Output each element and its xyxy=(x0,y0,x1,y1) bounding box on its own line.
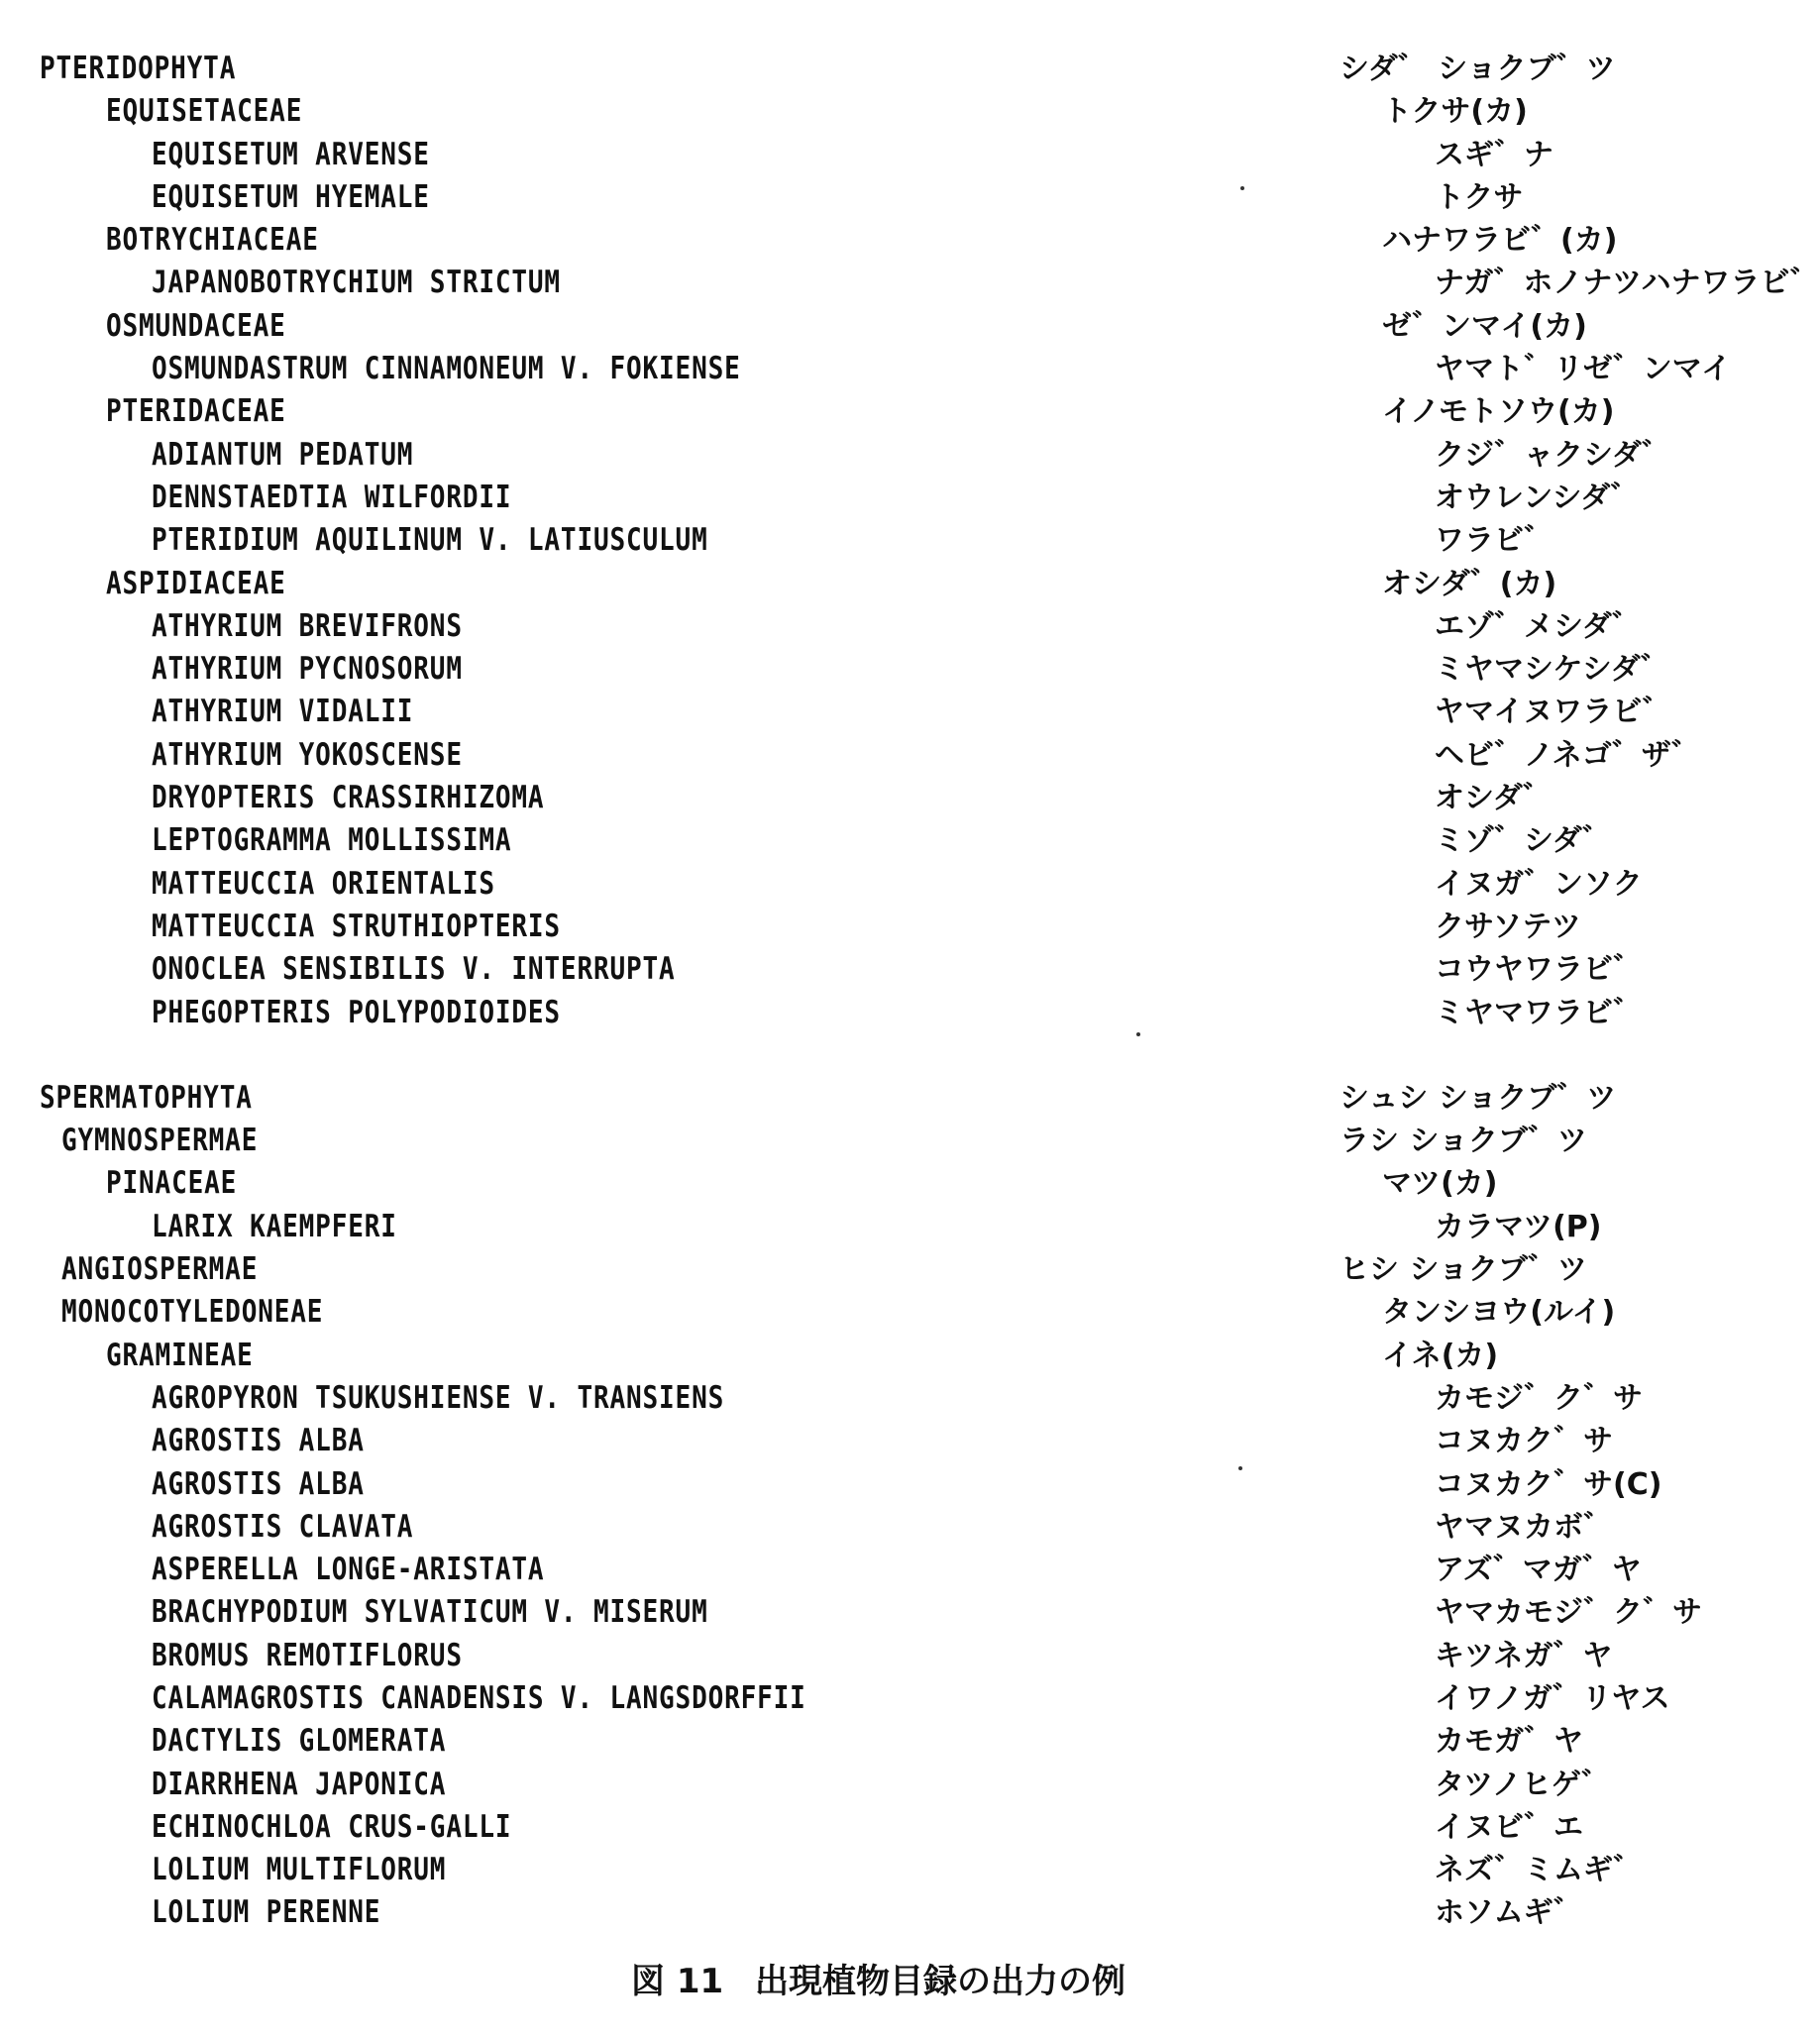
list-item xyxy=(0,1677,1757,1720)
scientific-name: OSMUNDACEAE xyxy=(106,307,286,344)
japanese-name: ラシ ショクブ゛ツ xyxy=(1339,1124,1587,1159)
list-item xyxy=(0,648,1757,691)
list-item xyxy=(0,1806,1757,1849)
scientific-name: AGROSTIS ALBA xyxy=(152,1465,365,1502)
list-item xyxy=(0,734,1757,777)
scientific-name: EQUISETUM HYEMALE xyxy=(152,178,430,215)
japanese-name: ミゾ゛シダ゛ xyxy=(1435,823,1612,859)
scientific-name: BRACHYPODIUM SYLVATICUM V. MISERUM xyxy=(152,1594,708,1631)
japanese-name: ネズ゛ミムギ゛ xyxy=(1435,1853,1643,1888)
scan-speck xyxy=(1240,186,1244,190)
scan-speck xyxy=(1136,1032,1140,1036)
japanese-name: ホソムギ゛ xyxy=(1435,1895,1583,1931)
list-item xyxy=(0,90,1757,133)
list-item xyxy=(0,1891,1757,1934)
list-item xyxy=(0,390,1757,433)
scientific-name: LEPTOGRAMMA MOLLISSIMA xyxy=(152,822,512,859)
list-item xyxy=(0,348,1757,390)
list-item xyxy=(0,906,1757,948)
scientific-name: ECHINOCHLOA CRUS-GALLI xyxy=(152,1808,512,1845)
japanese-name: カモジ゛ク゛サ xyxy=(1435,1380,1643,1416)
scientific-name: ONOCLEA SENSIBILIS V. INTERRUPTA xyxy=(152,951,676,988)
list-item xyxy=(0,863,1757,906)
scientific-name: LOLIUM MULTIFLORUM xyxy=(152,1852,447,1888)
list-item xyxy=(0,1206,1757,1248)
japanese-name: スギ゛ナ xyxy=(1435,137,1553,172)
list-item xyxy=(0,1591,1757,1634)
japanese-name: シダ゛ ショクブ゛ツ xyxy=(1339,52,1616,86)
list-item xyxy=(0,434,1757,477)
scientific-name: MATTEUCCIA ORIENTALIS xyxy=(152,865,495,902)
list-item xyxy=(0,1120,1757,1162)
scientific-name: AGROPYRON TSUKUSHIENSE V. TRANSIENS xyxy=(152,1379,725,1416)
scientific-name: MATTEUCCIA STRUTHIOPTERIS xyxy=(152,908,561,944)
japanese-name: カラマツ(P) xyxy=(1435,1209,1602,1244)
list-item xyxy=(0,1849,1757,1891)
scientific-name: ANGIOSPERMAE xyxy=(61,1251,259,1288)
scientific-name: ATHYRIUM YOKOSCENSE xyxy=(152,736,463,773)
scientific-name: DRYOPTERIS CRASSIRHIZOMA xyxy=(152,780,545,816)
japanese-name: カモガ゛ヤ xyxy=(1435,1724,1583,1760)
scientific-name: BROMUS REMOTIFLORUS xyxy=(152,1637,463,1673)
scientific-name: PHEGOPTERIS POLYPODIOIDES xyxy=(152,994,561,1030)
japanese-name: トクサ xyxy=(1435,179,1524,215)
japanese-name: ゼ゛ンマイ(カ) xyxy=(1382,308,1587,344)
japanese-name: イヌガ゛ンソク xyxy=(1435,866,1643,902)
scientific-name: DENNSTAEDTIA WILFORDII xyxy=(152,479,512,515)
list-item xyxy=(0,948,1757,991)
scientific-name: ASPIDIACEAE xyxy=(106,565,286,601)
list-item xyxy=(0,305,1757,348)
japanese-name: エゾ゛メシダ゛ xyxy=(1435,608,1642,644)
scientific-name: ATHYRIUM BREVIFRONS xyxy=(152,607,463,644)
scientific-name: ADIANTUM PEDATUM xyxy=(152,436,414,473)
list-item xyxy=(0,134,1757,176)
figure-number: 図 11 xyxy=(631,1962,724,2001)
japanese-name: イワノガ゛リヤス xyxy=(1435,1680,1670,1716)
list-item xyxy=(0,777,1757,819)
list-item xyxy=(0,1420,1757,1462)
scientific-name: AGROSTIS ALBA xyxy=(152,1423,365,1459)
plant-list xyxy=(0,48,1820,1935)
list-item xyxy=(0,1377,1757,1420)
japanese-name: コヌカク゛サ xyxy=(1435,1424,1613,1459)
list-item xyxy=(0,1463,1757,1506)
list-item xyxy=(0,1077,1757,1120)
japanese-name: ヤマカモジ゛ク゛サ xyxy=(1435,1595,1702,1631)
list-item xyxy=(0,1335,1757,1377)
list-item xyxy=(0,691,1757,733)
list-item xyxy=(0,1720,1757,1763)
japanese-name: コヌカク゛サ(C) xyxy=(1435,1466,1662,1502)
scan-speck xyxy=(1238,1466,1242,1470)
scientific-name: ASPERELLA LONGE-ARISTATA xyxy=(152,1552,545,1588)
list-item xyxy=(0,477,1757,519)
section-gap xyxy=(0,1034,1757,1077)
scientific-name: ATHYRIUM VIDALII xyxy=(152,694,414,730)
list-item xyxy=(0,992,1757,1034)
japanese-name: ミヤマワラビ゛ xyxy=(1435,995,1643,1030)
japanese-name: イヌビ゛エ xyxy=(1435,1809,1583,1845)
japanese-name: ワラビ゛ xyxy=(1435,523,1553,559)
scientific-name: AGROSTIS CLAVATA xyxy=(152,1508,414,1545)
japanese-name: オシダ゛ xyxy=(1435,781,1552,816)
scientific-name: GYMNOSPERMAE xyxy=(61,1123,259,1159)
scientific-name: EQUISETACEAE xyxy=(106,93,303,130)
list-item xyxy=(0,563,1757,605)
scientific-name: CALAMAGROSTIS CANADENSIS V. LANGSDORFFII xyxy=(152,1679,806,1716)
list-item xyxy=(0,1635,1757,1677)
japanese-name: コウヤワラビ゛ xyxy=(1435,952,1643,988)
list-item xyxy=(0,1291,1757,1334)
japanese-name: ヤマイヌワラビ゛ xyxy=(1435,695,1672,730)
scientific-name: BOTRYCHIACEAE xyxy=(106,222,319,259)
japanese-name: ナガ゛ホノナツハナワラビ゛ xyxy=(1435,266,1820,301)
japanese-name: アズ゛マガ゛ヤ xyxy=(1435,1553,1642,1588)
scientific-name: DIARRHENA JAPONICA xyxy=(152,1766,447,1802)
list-item xyxy=(0,1506,1757,1549)
list-item xyxy=(0,176,1757,219)
scientific-name: GRAMINEAE xyxy=(106,1337,254,1373)
japanese-name: オシダ゛(カ) xyxy=(1382,566,1557,601)
scientific-name: ATHYRIUM PYCNOSORUM xyxy=(152,651,463,688)
japanese-name: ヤマト゛リゼ゛ンマイ xyxy=(1435,352,1732,387)
japanese-name: シュシ ショクブ゛ツ xyxy=(1339,1080,1617,1116)
list-item xyxy=(0,1549,1757,1591)
scientific-name: LOLIUM PERENNE xyxy=(152,1894,381,1931)
scientific-name: MONOCOTYLEDONEAE xyxy=(61,1294,324,1331)
scientific-name: LARIX KAEMPFERI xyxy=(152,1208,397,1244)
scientific-name: PTERIDACEAE xyxy=(106,393,286,430)
list-item xyxy=(0,48,1757,90)
japanese-name: オウレンシダ゛ xyxy=(1435,480,1641,515)
japanese-name: ヤマヌカボ゛ xyxy=(1435,1509,1613,1545)
scientific-name: PTERIDIUM AQUILINUM V. LATIUSCULUM xyxy=(152,522,708,559)
japanese-name: クサソテツ xyxy=(1435,909,1581,944)
japanese-name: ミヤマシケシダ゛ xyxy=(1435,652,1670,688)
japanese-name: クジ゛ャクシダ゛ xyxy=(1435,437,1671,473)
japanese-name: ヘビ゛ノネゴ゛ザ゛ xyxy=(1435,737,1701,773)
scientific-name: OSMUNDASTRUM CINNAMONEUM V. FOKIENSE xyxy=(152,351,741,387)
japanese-name: トクサ(カ) xyxy=(1382,94,1528,130)
japanese-name: ヒシ ショクブ゛ツ xyxy=(1339,1252,1587,1288)
japanese-name: タンシヨウ(ルイ) xyxy=(1382,1295,1616,1331)
scientific-name: SPERMATOPHYTA xyxy=(40,1079,253,1116)
scientific-name: PTERIDOPHYTA xyxy=(40,51,237,86)
figure-title: 出現植物目録の出力の例 xyxy=(755,1962,1125,2001)
list-item xyxy=(0,262,1820,304)
list-item xyxy=(0,219,1757,262)
list-item xyxy=(0,1162,1757,1205)
list-item xyxy=(0,1248,1757,1291)
japanese-name: イネ(カ) xyxy=(1382,1338,1499,1373)
list-item xyxy=(0,819,1757,862)
figure-caption xyxy=(0,1954,1757,2002)
scientific-name: JAPANOBOTRYCHIUM STRICTUM xyxy=(152,265,561,301)
japanese-name: キツネガ゛ヤ xyxy=(1435,1638,1613,1673)
list-item xyxy=(0,1764,1757,1806)
scientific-name: PINACEAE xyxy=(106,1165,238,1202)
japanese-name: イノモトソウ(カ) xyxy=(1382,394,1615,430)
scientific-name: EQUISETUM ARVENSE xyxy=(152,136,430,172)
japanese-name: タツノヒゲ゛ xyxy=(1435,1767,1611,1802)
list-item xyxy=(0,605,1757,648)
japanese-name: ハナワラビ゛(カ) xyxy=(1382,223,1618,259)
list-item xyxy=(0,519,1757,562)
japanese-name: マツ(カ) xyxy=(1382,1166,1498,1202)
scientific-name: DACTYLIS GLOMERATA xyxy=(152,1723,447,1760)
